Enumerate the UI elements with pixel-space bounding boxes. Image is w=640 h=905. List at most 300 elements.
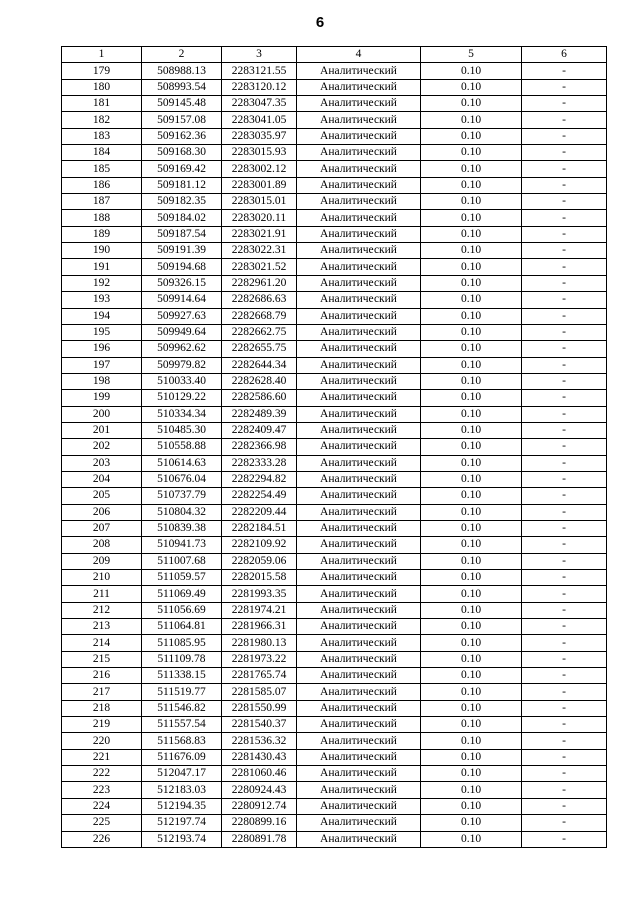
point-number-cell: 213 (62, 619, 142, 635)
point-number-cell: 197 (62, 357, 142, 373)
table-row (62, 79, 607, 95)
table-row (62, 684, 607, 700)
y-coordinate-cell: 2282686.63 (222, 292, 297, 308)
accuracy-cell: 0.10 (421, 651, 522, 667)
method-cell: Аналитический (297, 700, 421, 716)
method-cell: Аналитический (297, 782, 421, 798)
accuracy-cell: 0.10 (421, 831, 522, 847)
point-number-cell: 220 (62, 733, 142, 749)
method-cell: Аналитический (297, 324, 421, 340)
note-cell: - (522, 798, 607, 814)
y-coordinate-cell: 2280899.16 (222, 815, 297, 831)
note-cell: - (522, 651, 607, 667)
note-cell: - (522, 553, 607, 569)
note-cell: - (522, 422, 607, 438)
point-number-cell: 180 (62, 79, 142, 95)
y-coordinate-cell: 2282409.47 (222, 422, 297, 438)
method-cell: Аналитический (297, 586, 421, 602)
x-coordinate-cell: 511338.15 (142, 668, 222, 684)
y-coordinate-cell: 2281540.37 (222, 717, 297, 733)
point-number-cell: 212 (62, 602, 142, 618)
point-number-cell: 215 (62, 651, 142, 667)
y-coordinate-cell: 2283002.12 (222, 161, 297, 177)
accuracy-cell: 0.10 (421, 619, 522, 635)
point-number-cell: 185 (62, 161, 142, 177)
point-number-cell: 198 (62, 373, 142, 389)
point-number-cell: 223 (62, 782, 142, 798)
x-coordinate-cell: 512183.03 (142, 782, 222, 798)
method-cell: Аналитический (297, 553, 421, 569)
table-row (62, 112, 607, 128)
accuracy-cell: 0.10 (421, 586, 522, 602)
table-row (62, 553, 607, 569)
y-coordinate-cell: 2282961.20 (222, 275, 297, 291)
y-coordinate-cell: 2282489.39 (222, 406, 297, 422)
accuracy-cell: 0.10 (421, 406, 522, 422)
accuracy-cell: 0.10 (421, 145, 522, 161)
method-cell: Аналитический (297, 422, 421, 438)
accuracy-cell: 0.10 (421, 96, 522, 112)
method-cell: Аналитический (297, 390, 421, 406)
y-coordinate-cell: 2282333.28 (222, 455, 297, 471)
method-cell: Аналитический (297, 619, 421, 635)
accuracy-cell: 0.10 (421, 766, 522, 782)
method-cell: Аналитический (297, 373, 421, 389)
table-row (62, 570, 607, 586)
table-row (62, 619, 607, 635)
y-coordinate-cell: 2282015.58 (222, 570, 297, 586)
method-cell: Аналитический (297, 145, 421, 161)
method-cell: Аналитический (297, 749, 421, 765)
table-row (62, 341, 607, 357)
method-cell: Аналитический (297, 520, 421, 536)
table-row (62, 357, 607, 373)
accuracy-cell: 0.10 (421, 537, 522, 553)
accuracy-cell: 0.10 (421, 570, 522, 586)
accuracy-cell: 0.10 (421, 194, 522, 210)
y-coordinate-cell: 2283021.52 (222, 259, 297, 275)
method-cell: Аналитический (297, 177, 421, 193)
note-cell: - (522, 112, 607, 128)
note-cell: - (522, 504, 607, 520)
x-coordinate-cell: 509169.42 (142, 161, 222, 177)
table-row (62, 390, 607, 406)
method-cell: Аналитический (297, 210, 421, 226)
note-cell: - (522, 341, 607, 357)
accuracy-cell: 0.10 (421, 717, 522, 733)
point-number-cell: 201 (62, 422, 142, 438)
point-number-cell: 211 (62, 586, 142, 602)
method-cell: Аналитический (297, 602, 421, 618)
x-coordinate-cell: 510129.22 (142, 390, 222, 406)
table-header-row (62, 47, 607, 63)
y-coordinate-cell: 2283021.91 (222, 226, 297, 242)
table-row (62, 717, 607, 733)
note-cell: - (522, 815, 607, 831)
point-number-cell: 192 (62, 275, 142, 291)
y-coordinate-cell: 2282366.98 (222, 439, 297, 455)
note-cell: - (522, 733, 607, 749)
point-number-cell: 207 (62, 520, 142, 536)
column-header: 3 (222, 47, 297, 63)
method-cell: Аналитический (297, 439, 421, 455)
x-coordinate-cell: 511085.95 (142, 635, 222, 651)
table-row (62, 439, 607, 455)
accuracy-cell: 0.10 (421, 128, 522, 144)
point-number-cell: 191 (62, 259, 142, 275)
column-header: 1 (62, 47, 142, 63)
method-cell: Аналитический (297, 79, 421, 95)
y-coordinate-cell: 2281536.32 (222, 733, 297, 749)
table-row (62, 602, 607, 618)
y-coordinate-cell: 2282662.75 (222, 324, 297, 340)
y-coordinate-cell: 2282644.34 (222, 357, 297, 373)
point-number-cell: 218 (62, 700, 142, 716)
x-coordinate-cell: 510737.79 (142, 488, 222, 504)
x-coordinate-cell: 511059.57 (142, 570, 222, 586)
accuracy-cell: 0.10 (421, 455, 522, 471)
method-cell: Аналитический (297, 471, 421, 487)
accuracy-cell: 0.10 (421, 373, 522, 389)
table-row (62, 635, 607, 651)
x-coordinate-cell: 509162.36 (142, 128, 222, 144)
method-cell: Аналитический (297, 308, 421, 324)
note-cell: - (522, 684, 607, 700)
accuracy-cell: 0.10 (421, 749, 522, 765)
y-coordinate-cell: 2281430.43 (222, 749, 297, 765)
note-cell: - (522, 700, 607, 716)
table-row (62, 128, 607, 144)
point-number-cell: 189 (62, 226, 142, 242)
note-cell: - (522, 749, 607, 765)
point-number-cell: 202 (62, 439, 142, 455)
y-coordinate-cell: 2280924.43 (222, 782, 297, 798)
point-number-cell: 188 (62, 210, 142, 226)
x-coordinate-cell: 511568.83 (142, 733, 222, 749)
accuracy-cell: 0.10 (421, 341, 522, 357)
table-row (62, 488, 607, 504)
note-cell: - (522, 96, 607, 112)
coordinates-table (61, 46, 607, 848)
y-coordinate-cell: 2283047.35 (222, 96, 297, 112)
table-row (62, 700, 607, 716)
point-number-cell: 226 (62, 831, 142, 847)
method-cell: Аналитический (297, 96, 421, 112)
x-coordinate-cell: 511109.78 (142, 651, 222, 667)
accuracy-cell: 0.10 (421, 439, 522, 455)
point-number-cell: 196 (62, 341, 142, 357)
note-cell: - (522, 520, 607, 536)
y-coordinate-cell: 2282668.79 (222, 308, 297, 324)
point-number-cell: 224 (62, 798, 142, 814)
accuracy-cell: 0.10 (421, 177, 522, 193)
y-coordinate-cell: 2283001.89 (222, 177, 297, 193)
x-coordinate-cell: 509182.35 (142, 194, 222, 210)
accuracy-cell: 0.10 (421, 782, 522, 798)
table-row (62, 520, 607, 536)
x-coordinate-cell: 509145.48 (142, 96, 222, 112)
accuracy-cell: 0.10 (421, 602, 522, 618)
accuracy-cell: 0.10 (421, 324, 522, 340)
note-cell: - (522, 390, 607, 406)
table-row (62, 471, 607, 487)
method-cell: Аналитический (297, 357, 421, 373)
y-coordinate-cell: 2280891.78 (222, 831, 297, 847)
point-number-cell: 210 (62, 570, 142, 586)
note-cell: - (522, 619, 607, 635)
accuracy-cell: 0.10 (421, 226, 522, 242)
y-coordinate-cell: 2282209.44 (222, 504, 297, 520)
y-coordinate-cell: 2282059.06 (222, 553, 297, 569)
table-row (62, 259, 607, 275)
point-number-cell: 204 (62, 471, 142, 487)
point-number-cell: 217 (62, 684, 142, 700)
method-cell: Аналитический (297, 651, 421, 667)
table-row (62, 798, 607, 814)
x-coordinate-cell: 511546.82 (142, 700, 222, 716)
accuracy-cell: 0.10 (421, 259, 522, 275)
accuracy-cell: 0.10 (421, 700, 522, 716)
point-number-cell: 219 (62, 717, 142, 733)
note-cell: - (522, 831, 607, 847)
table-row (62, 651, 607, 667)
table-body (62, 63, 607, 848)
table-row (62, 243, 607, 259)
x-coordinate-cell: 510804.32 (142, 504, 222, 520)
point-number-cell: 208 (62, 537, 142, 553)
column-header: 2 (142, 47, 222, 63)
table-row (62, 406, 607, 422)
point-number-cell: 193 (62, 292, 142, 308)
y-coordinate-cell: 2282586.60 (222, 390, 297, 406)
y-coordinate-cell: 2283020.11 (222, 210, 297, 226)
y-coordinate-cell: 2281765.74 (222, 668, 297, 684)
column-header: 5 (421, 47, 522, 63)
accuracy-cell: 0.10 (421, 292, 522, 308)
table-row (62, 537, 607, 553)
column-header: 4 (297, 47, 421, 63)
x-coordinate-cell: 509914.64 (142, 292, 222, 308)
note-cell: - (522, 161, 607, 177)
method-cell: Аналитический (297, 488, 421, 504)
y-coordinate-cell: 2283120.12 (222, 79, 297, 95)
y-coordinate-cell: 2281993.35 (222, 586, 297, 602)
accuracy-cell: 0.10 (421, 112, 522, 128)
table-row (62, 782, 607, 798)
table-row (62, 275, 607, 291)
accuracy-cell: 0.10 (421, 308, 522, 324)
note-cell: - (522, 455, 607, 471)
method-cell: Аналитический (297, 717, 421, 733)
table-row (62, 63, 607, 79)
method-cell: Аналитический (297, 243, 421, 259)
x-coordinate-cell: 510941.73 (142, 537, 222, 553)
point-number-cell: 194 (62, 308, 142, 324)
note-cell: - (522, 275, 607, 291)
method-cell: Аналитический (297, 684, 421, 700)
x-coordinate-cell: 508988.13 (142, 63, 222, 79)
point-number-cell: 205 (62, 488, 142, 504)
x-coordinate-cell: 510334.34 (142, 406, 222, 422)
x-coordinate-cell: 512194.35 (142, 798, 222, 814)
x-coordinate-cell: 511519.77 (142, 684, 222, 700)
accuracy-cell: 0.10 (421, 668, 522, 684)
table-row (62, 324, 607, 340)
x-coordinate-cell: 510558.88 (142, 439, 222, 455)
y-coordinate-cell: 2281973.22 (222, 651, 297, 667)
point-number-cell: 206 (62, 504, 142, 520)
x-coordinate-cell: 509157.08 (142, 112, 222, 128)
x-coordinate-cell: 509184.02 (142, 210, 222, 226)
accuracy-cell: 0.10 (421, 488, 522, 504)
table-row (62, 831, 607, 847)
table-row (62, 226, 607, 242)
y-coordinate-cell: 2283035.97 (222, 128, 297, 144)
x-coordinate-cell: 511056.69 (142, 602, 222, 618)
x-coordinate-cell: 510614.63 (142, 455, 222, 471)
method-cell: Аналитический (297, 63, 421, 79)
note-cell: - (522, 586, 607, 602)
note-cell: - (522, 602, 607, 618)
column-header: 6 (522, 47, 607, 63)
table-row (62, 210, 607, 226)
point-number-cell: 216 (62, 668, 142, 684)
note-cell: - (522, 145, 607, 161)
point-number-cell: 221 (62, 749, 142, 765)
note-cell: - (522, 668, 607, 684)
note-cell: - (522, 570, 607, 586)
note-cell: - (522, 373, 607, 389)
point-number-cell: 203 (62, 455, 142, 471)
point-number-cell: 186 (62, 177, 142, 193)
x-coordinate-cell: 511064.81 (142, 619, 222, 635)
accuracy-cell: 0.10 (421, 63, 522, 79)
method-cell: Аналитический (297, 537, 421, 553)
y-coordinate-cell: 2281966.31 (222, 619, 297, 635)
method-cell: Аналитический (297, 259, 421, 275)
method-cell: Аналитический (297, 341, 421, 357)
x-coordinate-cell: 511069.49 (142, 586, 222, 602)
table-row (62, 161, 607, 177)
note-cell: - (522, 439, 607, 455)
note-cell: - (522, 177, 607, 193)
table-row (62, 766, 607, 782)
y-coordinate-cell: 2283022.31 (222, 243, 297, 259)
note-cell: - (522, 308, 607, 324)
accuracy-cell: 0.10 (421, 553, 522, 569)
method-cell: Аналитический (297, 406, 421, 422)
y-coordinate-cell: 2282254.49 (222, 488, 297, 504)
accuracy-cell: 0.10 (421, 635, 522, 651)
y-coordinate-cell: 2280912.74 (222, 798, 297, 814)
method-cell: Аналитический (297, 635, 421, 651)
y-coordinate-cell: 2282655.75 (222, 341, 297, 357)
accuracy-cell: 0.10 (421, 390, 522, 406)
y-coordinate-cell: 2283015.93 (222, 145, 297, 161)
note-cell: - (522, 635, 607, 651)
note-cell: - (522, 226, 607, 242)
point-number-cell: 195 (62, 324, 142, 340)
x-coordinate-cell: 509927.63 (142, 308, 222, 324)
x-coordinate-cell: 509979.82 (142, 357, 222, 373)
point-number-cell: 222 (62, 766, 142, 782)
table-row (62, 373, 607, 389)
point-number-cell: 200 (62, 406, 142, 422)
accuracy-cell: 0.10 (421, 733, 522, 749)
point-number-cell: 209 (62, 553, 142, 569)
accuracy-cell: 0.10 (421, 243, 522, 259)
table-row (62, 586, 607, 602)
note-cell: - (522, 766, 607, 782)
point-number-cell: 182 (62, 112, 142, 128)
note-cell: - (522, 79, 607, 95)
accuracy-cell: 0.10 (421, 471, 522, 487)
table-row (62, 815, 607, 831)
table-row (62, 455, 607, 471)
y-coordinate-cell: 2282294.82 (222, 471, 297, 487)
y-coordinate-cell: 2281974.21 (222, 602, 297, 618)
y-coordinate-cell: 2283041.05 (222, 112, 297, 128)
accuracy-cell: 0.10 (421, 504, 522, 520)
point-number-cell: 214 (62, 635, 142, 651)
note-cell: - (522, 357, 607, 373)
accuracy-cell: 0.10 (421, 275, 522, 291)
point-number-cell: 179 (62, 63, 142, 79)
table-row (62, 96, 607, 112)
table-row (62, 292, 607, 308)
accuracy-cell: 0.10 (421, 798, 522, 814)
y-coordinate-cell: 2281550.99 (222, 700, 297, 716)
x-coordinate-cell: 511676.09 (142, 749, 222, 765)
y-coordinate-cell: 2281980.13 (222, 635, 297, 651)
note-cell: - (522, 406, 607, 422)
accuracy-cell: 0.10 (421, 815, 522, 831)
method-cell: Аналитический (297, 766, 421, 782)
method-cell: Аналитический (297, 570, 421, 586)
x-coordinate-cell: 509962.62 (142, 341, 222, 357)
note-cell: - (522, 210, 607, 226)
method-cell: Аналитический (297, 798, 421, 814)
x-coordinate-cell: 510485.30 (142, 422, 222, 438)
table-row (62, 177, 607, 193)
accuracy-cell: 0.10 (421, 684, 522, 700)
note-cell: - (522, 537, 607, 553)
note-cell: - (522, 782, 607, 798)
point-number-cell: 183 (62, 128, 142, 144)
accuracy-cell: 0.10 (421, 161, 522, 177)
table-row (62, 422, 607, 438)
x-coordinate-cell: 509194.68 (142, 259, 222, 275)
x-coordinate-cell: 509326.15 (142, 275, 222, 291)
y-coordinate-cell: 2282109.92 (222, 537, 297, 553)
point-number-cell: 190 (62, 243, 142, 259)
x-coordinate-cell: 512047.17 (142, 766, 222, 782)
note-cell: - (522, 194, 607, 210)
x-coordinate-cell: 510676.04 (142, 471, 222, 487)
method-cell: Аналитический (297, 668, 421, 684)
y-coordinate-cell: 2283121.55 (222, 63, 297, 79)
note-cell: - (522, 471, 607, 487)
note-cell: - (522, 259, 607, 275)
table-row (62, 308, 607, 324)
note-cell: - (522, 243, 607, 259)
method-cell: Аналитический (297, 112, 421, 128)
method-cell: Аналитический (297, 194, 421, 210)
note-cell: - (522, 717, 607, 733)
x-coordinate-cell: 508993.54 (142, 79, 222, 95)
note-cell: - (522, 292, 607, 308)
note-cell: - (522, 128, 607, 144)
